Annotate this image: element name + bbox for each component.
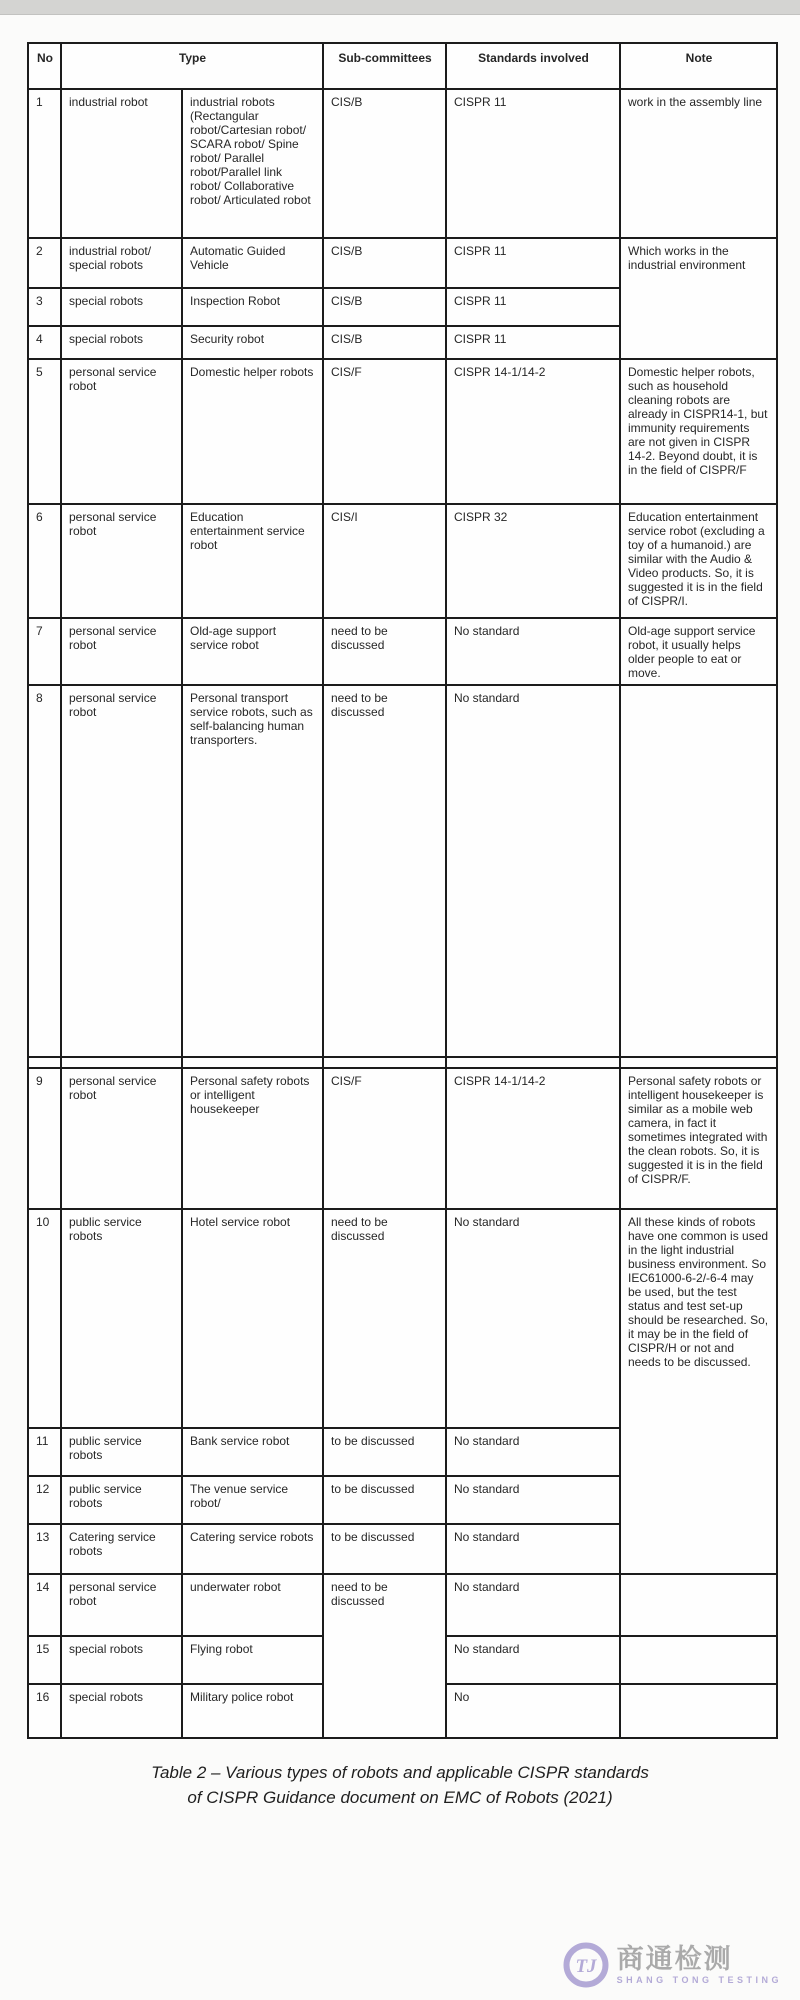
- cell-no: 13: [28, 1524, 61, 1574]
- cell-standards: No standard: [446, 1428, 620, 1476]
- caption-line-2: of CISPR Guidance document on EMC of Robots (2021): [187, 1787, 613, 1807]
- top-gray-band: [0, 0, 800, 15]
- cell-category: special robots: [61, 1684, 182, 1738]
- cell-note-empty: [620, 1636, 777, 1684]
- cell-category: personal service robot: [61, 504, 182, 618]
- cell-robot-name: Security robot: [182, 326, 323, 359]
- page-break-gap-cell: [61, 1057, 182, 1068]
- cell-robot-name: Personal transport service robots, such as self-balancing human transporters.: [182, 685, 323, 1057]
- header-sub-committees: Sub-committees: [323, 43, 446, 89]
- cell-category: public service robots: [61, 1428, 182, 1476]
- cell-category: industrial robot/ special robots: [61, 238, 182, 288]
- table-row: [28, 504, 777, 618]
- cell-no: 12: [28, 1476, 61, 1524]
- page-break-gap-cell: [446, 1057, 620, 1068]
- cell-robot-name: Inspection Robot: [182, 288, 323, 326]
- cell-no: 7: [28, 618, 61, 685]
- robots-standards-table: [27, 42, 778, 1739]
- cell-standards: No standard: [446, 1209, 620, 1428]
- cell-no: 11: [28, 1428, 61, 1476]
- cell-no: 2: [28, 238, 61, 288]
- table-row: [28, 1068, 777, 1209]
- svg-text:TJ: TJ: [575, 1956, 597, 1977]
- table-row: [28, 359, 777, 504]
- caption-line-1: Table 2 – Various types of robots and applicable CISPR standards: [151, 1763, 649, 1783]
- cell-sub-committee: CIS/F: [323, 1068, 446, 1209]
- cell-no: 8: [28, 685, 61, 1057]
- cell-sub-committee: need to be discussed: [323, 685, 446, 1057]
- cell-note: Which works in the industrial environment: [620, 238, 777, 359]
- cell-no: 15: [28, 1636, 61, 1684]
- header-note: Note: [620, 43, 777, 89]
- cell-note: All these kinds of robots have one common is used in the light industrial business environment. So IEC61000-6-2/-6-4 may be used, but the test status and test set-up should be researched. So, it may be in the field of CISPR/H or not and needs to be discussed.: [620, 1209, 777, 1574]
- cell-note: Education entertainment service robot (excluding a toy of a humanoid.) are similar with the Audio & Video products. So, it is suggested it is in the field of CISPR/I.: [620, 504, 777, 618]
- cell-no: 10: [28, 1209, 61, 1428]
- page-break-gap-cell: [323, 1057, 446, 1068]
- page-break-gap-cell: [620, 1057, 777, 1068]
- cell-sub-committee: CIS/I: [323, 504, 446, 618]
- cell-robot-name: Old-age support service robot: [182, 618, 323, 685]
- cell-no: 3: [28, 288, 61, 326]
- cell-standards: CISPR 11: [446, 89, 620, 238]
- brand-logo-icon: [563, 1942, 609, 1988]
- header-no: No: [28, 43, 61, 89]
- cell-standards: CISPR 14-1/14-2: [446, 1068, 620, 1209]
- cell-no: 1: [28, 89, 61, 238]
- cell-robot-name: Military police robot: [182, 1684, 323, 1738]
- cell-note: Personal safety robots or intelligent housekeeper is similar as a mobile web camera, in fact it sometimes integrated with the clean robots. So, it is suggested it is in the field of CISPR/F.: [620, 1068, 777, 1209]
- cell-no: 5: [28, 359, 61, 504]
- cell-robot-name: The venue service robot/: [182, 1476, 323, 1524]
- cell-robot-name: Catering service robots: [182, 1524, 323, 1574]
- cell-standards: CISPR 14-1/14-2: [446, 359, 620, 504]
- brand-name-english: SHANG TONG TESTING: [616, 1975, 782, 1986]
- page-break-gap-cell: [182, 1057, 323, 1068]
- cell-note: Old-age support service robot, it usually helps older people to eat or move.: [620, 618, 777, 685]
- cell-no: 9: [28, 1068, 61, 1209]
- table-row: [28, 89, 777, 238]
- cell-category: personal service robot: [61, 1068, 182, 1209]
- cell-sub-committee: need to be discussed: [323, 618, 446, 685]
- cell-robot-name: underwater robot: [182, 1574, 323, 1636]
- cell-no: 14: [28, 1574, 61, 1636]
- table-row: [28, 238, 777, 288]
- cell-note-empty: [620, 1684, 777, 1738]
- cell-no: 6: [28, 504, 61, 618]
- cell-category: personal service robot: [61, 618, 182, 685]
- cell-sub-committee: to be discussed: [323, 1524, 446, 1574]
- header-standards-involved: Standards involved: [446, 43, 620, 89]
- cell-note-empty: [620, 1574, 777, 1636]
- cell-category: special robots: [61, 288, 182, 326]
- cell-sub-committee: CIS/B: [323, 288, 446, 326]
- cell-robot-name: Education entertainment service robot: [182, 504, 323, 618]
- cell-category: personal service robot: [61, 685, 182, 1057]
- cell-no: 4: [28, 326, 61, 359]
- brand-logo: [563, 1942, 782, 1988]
- brand-name-chinese: 商通检测: [616, 1943, 733, 1974]
- cell-standards: CISPR 11: [446, 288, 620, 326]
- cell-sub-committee: CIS/B: [323, 89, 446, 238]
- page-break-gap-cell: [28, 1057, 61, 1068]
- table-header-row: [28, 43, 777, 89]
- cell-robot-name: Automatic Guided Vehicle: [182, 238, 323, 288]
- table-caption: [0, 1761, 800, 1810]
- cell-no: 16: [28, 1684, 61, 1738]
- header-type: Type: [61, 43, 323, 89]
- cell-standards: No standard: [446, 1574, 620, 1636]
- cell-category: personal service robot: [61, 1574, 182, 1636]
- cell-sub-committee: to be discussed: [323, 1428, 446, 1476]
- cell-category: public service robots: [61, 1209, 182, 1428]
- cell-robot-name: Hotel service robot: [182, 1209, 323, 1428]
- table-row: [28, 1574, 777, 1636]
- cell-standards: CISPR 32: [446, 504, 620, 618]
- cell-category: public service robots: [61, 1476, 182, 1524]
- cell-sub-committee: need to be discussed: [323, 1574, 446, 1738]
- cell-note: work in the assembly line: [620, 89, 777, 238]
- cell-sub-committee: CIS/F: [323, 359, 446, 504]
- cell-standards: No standard: [446, 618, 620, 685]
- cell-standards: No standard: [446, 1524, 620, 1574]
- cell-category: industrial robot: [61, 89, 182, 238]
- cell-robot-name: Flying robot: [182, 1636, 323, 1684]
- cell-note: Domestic helper robots, such as household cleaning robots are already in CISPR14-1, but immunity requirements are not given in CISPR 14-2. Beyond doubt, it is in the field of CISPR/F: [620, 359, 777, 504]
- table-row: [28, 1209, 777, 1428]
- cell-sub-committee: need to be discussed: [323, 1209, 446, 1428]
- cell-robot-name: Personal safety robots or intelligent housekeeper: [182, 1068, 323, 1209]
- cell-robot-name: industrial robots (Rectangular robot/Cartesian robot/ SCARA robot/ Spine robot/ Parallel robot/Parallel link robot/ Collaborative robot/ Articulated robot: [182, 89, 323, 238]
- table-row: [28, 685, 777, 1057]
- cell-note-empty: [620, 685, 777, 1057]
- page-break-gap: [28, 1057, 777, 1068]
- cell-category: Catering service robots: [61, 1524, 182, 1574]
- table-row: [28, 618, 777, 685]
- cell-standards: CISPR 11: [446, 238, 620, 288]
- cell-sub-committee: CIS/B: [323, 326, 446, 359]
- cell-sub-committee: CIS/B: [323, 238, 446, 288]
- cell-sub-committee: to be discussed: [323, 1476, 446, 1524]
- cell-standards: CISPR 11: [446, 326, 620, 359]
- cell-category: personal service robot: [61, 359, 182, 504]
- cell-standards: No standard: [446, 1476, 620, 1524]
- cell-robot-name: Bank service robot: [182, 1428, 323, 1476]
- cell-standards: No: [446, 1684, 620, 1738]
- cell-standards: No standard: [446, 1636, 620, 1684]
- cell-standards: No standard: [446, 685, 620, 1057]
- cell-category: special robots: [61, 1636, 182, 1684]
- cell-robot-name: Domestic helper robots: [182, 359, 323, 504]
- document-page: [0, 15, 800, 1986]
- cell-category: special robots: [61, 326, 182, 359]
